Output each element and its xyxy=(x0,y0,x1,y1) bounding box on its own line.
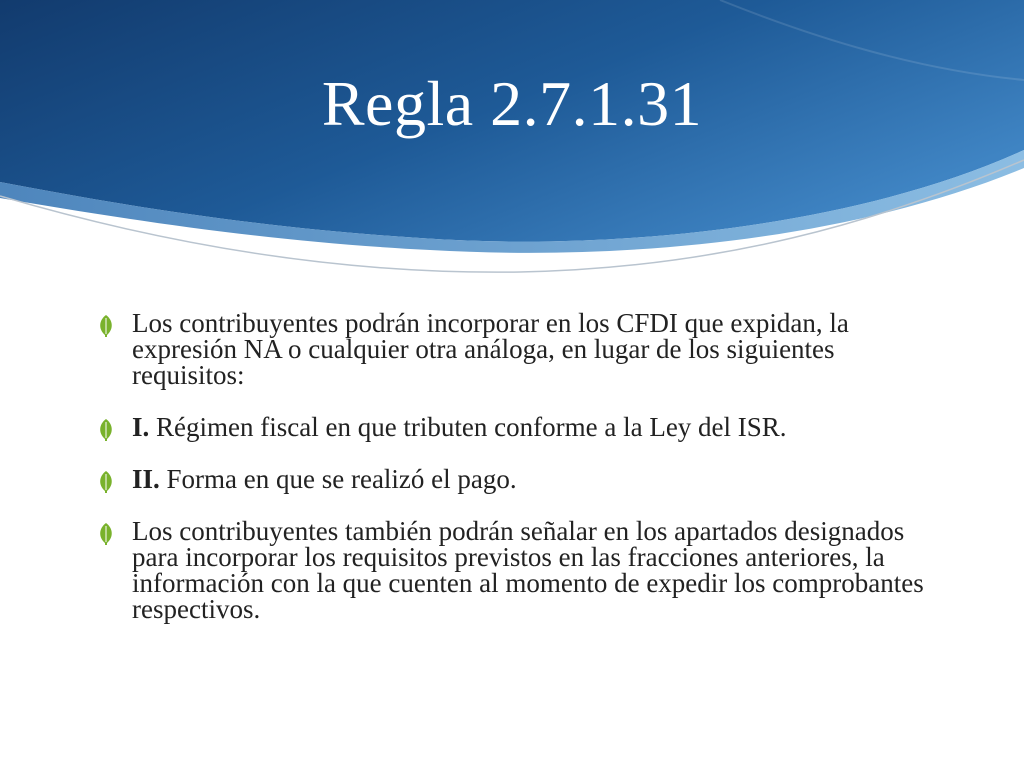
bullet-list xyxy=(96,310,936,648)
item-text: Régimen fiscal en que tributen conforme a la Ley del ISR. xyxy=(149,412,787,442)
list-item xyxy=(96,310,936,388)
item-text: Forma en que se realizó el pago. xyxy=(159,464,517,494)
list-item xyxy=(96,414,936,440)
item-text: Los contribuyentes también podrán señalar en los apartados designados para incorporar los requisitos previstos en las fracciones anteriores, la información con la que cuenten al momento de expedir los comprobantes respectivos. xyxy=(132,516,924,624)
item-lead: I. xyxy=(132,412,150,442)
leaf-icon xyxy=(96,314,116,338)
item-lead: II. xyxy=(132,464,160,494)
list-item xyxy=(96,466,936,492)
leaf-icon xyxy=(96,418,116,442)
item-text: Los contribuyentes podrán incorporar en los CFDI que expidan, la expresión NA o cualquier otra análoga, en lugar de los siguientes requisitos: xyxy=(132,308,849,390)
leaf-icon xyxy=(96,522,116,546)
slide-title: Regla 2.7.1.31 xyxy=(321,68,703,139)
header-background xyxy=(0,0,1024,300)
list-item xyxy=(96,518,936,622)
leaf-icon xyxy=(96,470,116,494)
